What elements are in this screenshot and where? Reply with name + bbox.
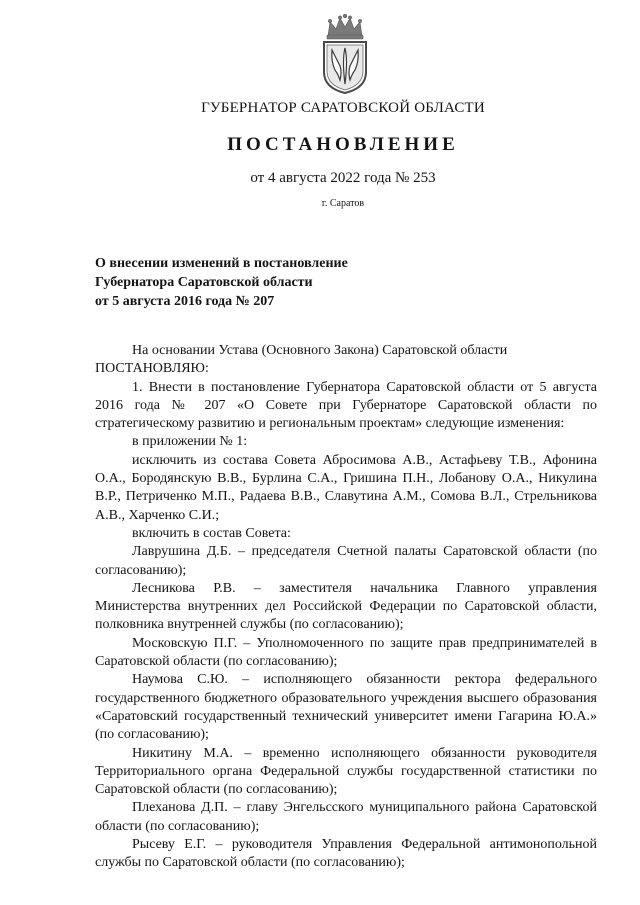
subject-line: Губернатора Саратовской области [95,275,313,290]
body-paragraph: Наумова С.Ю. – исполняющего обязанности ректора федерального государственного бюджетного образовательного учреждения высшего образования «Саратовский государственный технический университет имени Гагарина Ю.А.» (по согласованию); [95,672,597,743]
document-type-title: ПОСТАНОВЛЕНИЕ [227,134,459,155]
document-body [95,342,597,873]
body-paragraph: 1. Внести в постановление Губернатора Саратовской области от 5 августа 2016 года № 207 «О Совете при Губернаторе Саратовской области по стратегическому развитию и региональным проектам» следующие изменения: [95,379,597,432]
subject-line: О внесении изменений в постановление [95,256,348,271]
document-subject [95,254,515,311]
body-paragraph: в приложении № 1: [132,434,248,450]
body-paragraph: На основании Устава (Основного Закона) Саратовской области [132,343,508,358]
body-paragraph: включить в состав Совета: [132,525,291,541]
document-date-number: от 4 августа 2022 года № 253 [250,170,436,186]
subject-line: от 5 августа 2016 года № 207 [95,294,275,309]
body-paragraph: Лесникова Р.В. – заместителя начальника Главного управления Министерства внутренних дел Российской Федерации по Саратовской области, полковника внутренней службы (по согласованию); [95,580,597,633]
body-paragraph: Рысеву Е.Г. – руководителя Управления Федеральной антимонопольной службы по Саратовской области (по согласованию); [95,837,597,871]
body-paragraph: Никитину М.А. – временно исполняющего обязанности руководителя Территориального органа Федеральной службы государственной статистики по Саратовской области (по согласованию); [95,745,597,798]
resolution-word: ПОСТАНОВЛЯЮ: [95,361,209,377]
document-header [0,100,640,209]
issuing-authority: ГУБЕРНАТОР САРАТОВСКОЙ ОБЛАСТИ [201,100,485,116]
body-paragraph: Лаврушина Д.Б. – председателя Счетной палаты Саратовской области (по согласованию); [95,544,597,578]
body-paragraph: исключить из состава Совета Абросимова А.В., Астафьеву Т.В., Афонина О.А., Бородянскую В.В., Бурлина С.А., Гришина П.Н., Лобанову О.А., Никулина В.Р., Петриченко М.П., Радаева В.В., Славутина А.М., Сомова В.Л., Стрельникова А.В., Харченко С.И.; [95,452,597,523]
body-paragraph: Московскую П.Г. – Уполномоченного по защите прав предпринимателей в Саратовской области (по согласованию); [95,635,597,670]
document-city: г. Саратов [321,198,365,209]
body-paragraph: Плеханова Д.П. – главу Энгельсского муниципального района Саратовской области (по согласованию); [95,800,597,834]
saratov-coat-of-arms-icon [318,14,372,94]
